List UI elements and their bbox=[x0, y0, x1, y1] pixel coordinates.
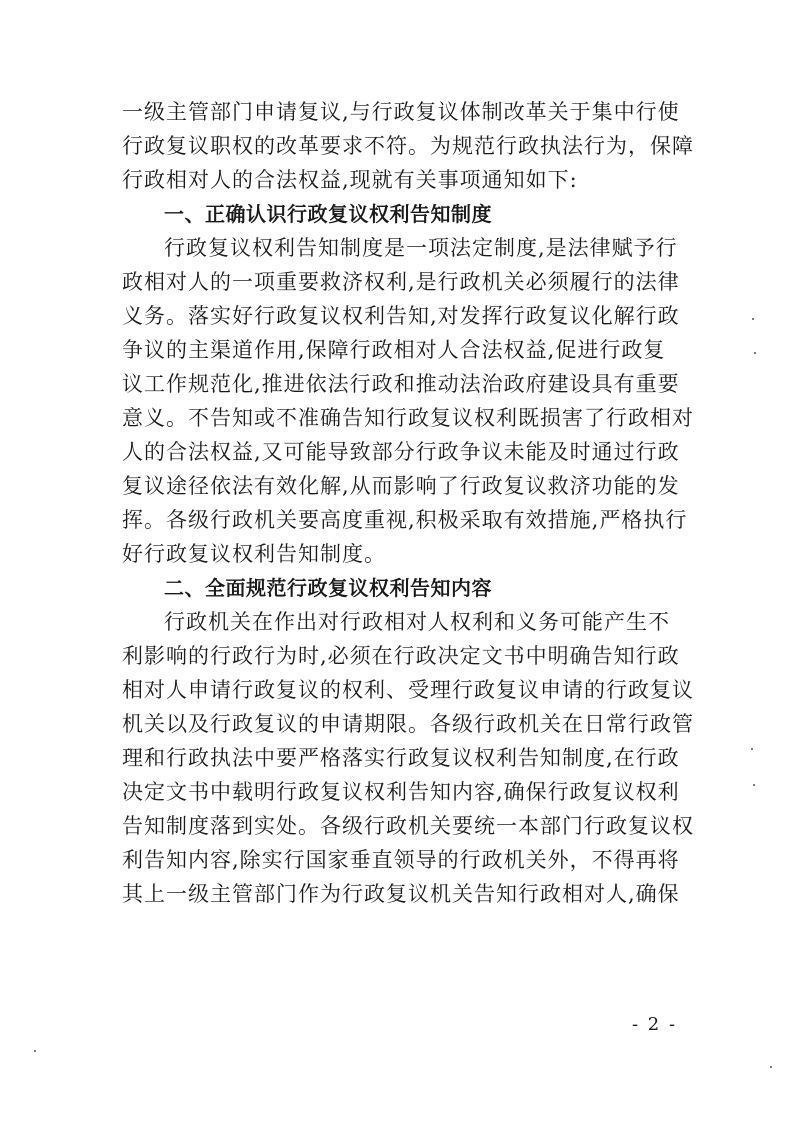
paragraph-line: 行政机关在作出对行政相对人权利和义务可能产生不 bbox=[164, 610, 670, 634]
paragraph-line: 政相对人的一项重要救济权利,是行政机关必须履行的法律 bbox=[122, 270, 680, 294]
paragraph-line: 其上一级主管部门作为行政复议机关告知行政相对人,确保 bbox=[122, 882, 680, 906]
paragraph-line: 意义。不告知或不准确告知行政复议权利既损害了行政相对 bbox=[122, 406, 694, 430]
paragraph-line: 理和行政执法中要严格落实行政复议权利告知制度,在行政 bbox=[122, 746, 680, 770]
paragraph-line: 行政复议权利告知制度是一项法定制度,是法律赋予行 bbox=[164, 236, 678, 260]
paragraph-line: 利告知内容,除实行国家垂直领导的行政机关外，不得再将 bbox=[122, 848, 680, 872]
paragraph-line: 机关以及行政复议的申请期限。各级行政机关在日常行政管 bbox=[122, 712, 694, 736]
paragraph-line: 行政相对人的合法权益,现就有关事项通知如下: bbox=[122, 168, 578, 192]
paragraph-line: 相对人申请行政复议的权利、受理行政复议申请的行政复议 bbox=[122, 678, 694, 702]
paragraph-line: 告知制度落到实处。各级行政机关要统一本部门行政复议权 bbox=[122, 814, 694, 838]
scan-speck bbox=[752, 318, 754, 320]
page-number: - 2 - bbox=[632, 1014, 678, 1035]
paragraph-line: 好行政复议权利告知制度。 bbox=[122, 542, 386, 566]
paragraph-line: 挥。各级行政机关要高度重视,积极采取有效措施,严格执行 bbox=[122, 508, 688, 532]
paragraph-line: 利影响的行政行为时,必须在行政决定文书中明确告知行政 bbox=[122, 644, 680, 668]
paragraph-line: 决定文书中载明行政复议权利告知内容,确保行政复议权利 bbox=[122, 780, 680, 804]
paragraph-line: 复议途径依法有效化解,从而影响了行政复议救济功能的发 bbox=[122, 474, 680, 498]
paragraph-line: 行政复议职权的改革要求不符。为规范行政执法行为，保障 bbox=[122, 134, 694, 158]
section-heading: 二、全面规范行政复议权利告知内容 bbox=[164, 576, 492, 600]
scan-speck bbox=[34, 1050, 36, 1052]
paragraph-line: 一级主管部门申请复议,与行政复议体制改革关于集中行使 bbox=[122, 100, 680, 124]
section-heading: 一、正确认识行政复议权利告知制度 bbox=[164, 202, 492, 226]
scan-speck bbox=[754, 352, 756, 354]
paragraph-line: 义务。落实好行政复议权利告知,对发挥行政复议化解行政 bbox=[122, 304, 680, 328]
paragraph-line: 议工作规范化,推进依法行政和推动法治政府建设具有重要 bbox=[122, 372, 680, 396]
scan-speck bbox=[753, 784, 755, 786]
scan-speck bbox=[751, 748, 753, 750]
paragraph-line: 争议的主渠道作用,保障行政相对人合法权益,促进行政复 bbox=[122, 338, 666, 362]
scan-speck bbox=[770, 1066, 772, 1068]
paragraph-line: 人的合法权益,又可能导致部分行政争议未能及时通过行政 bbox=[122, 440, 680, 464]
document-body bbox=[122, 95, 694, 911]
